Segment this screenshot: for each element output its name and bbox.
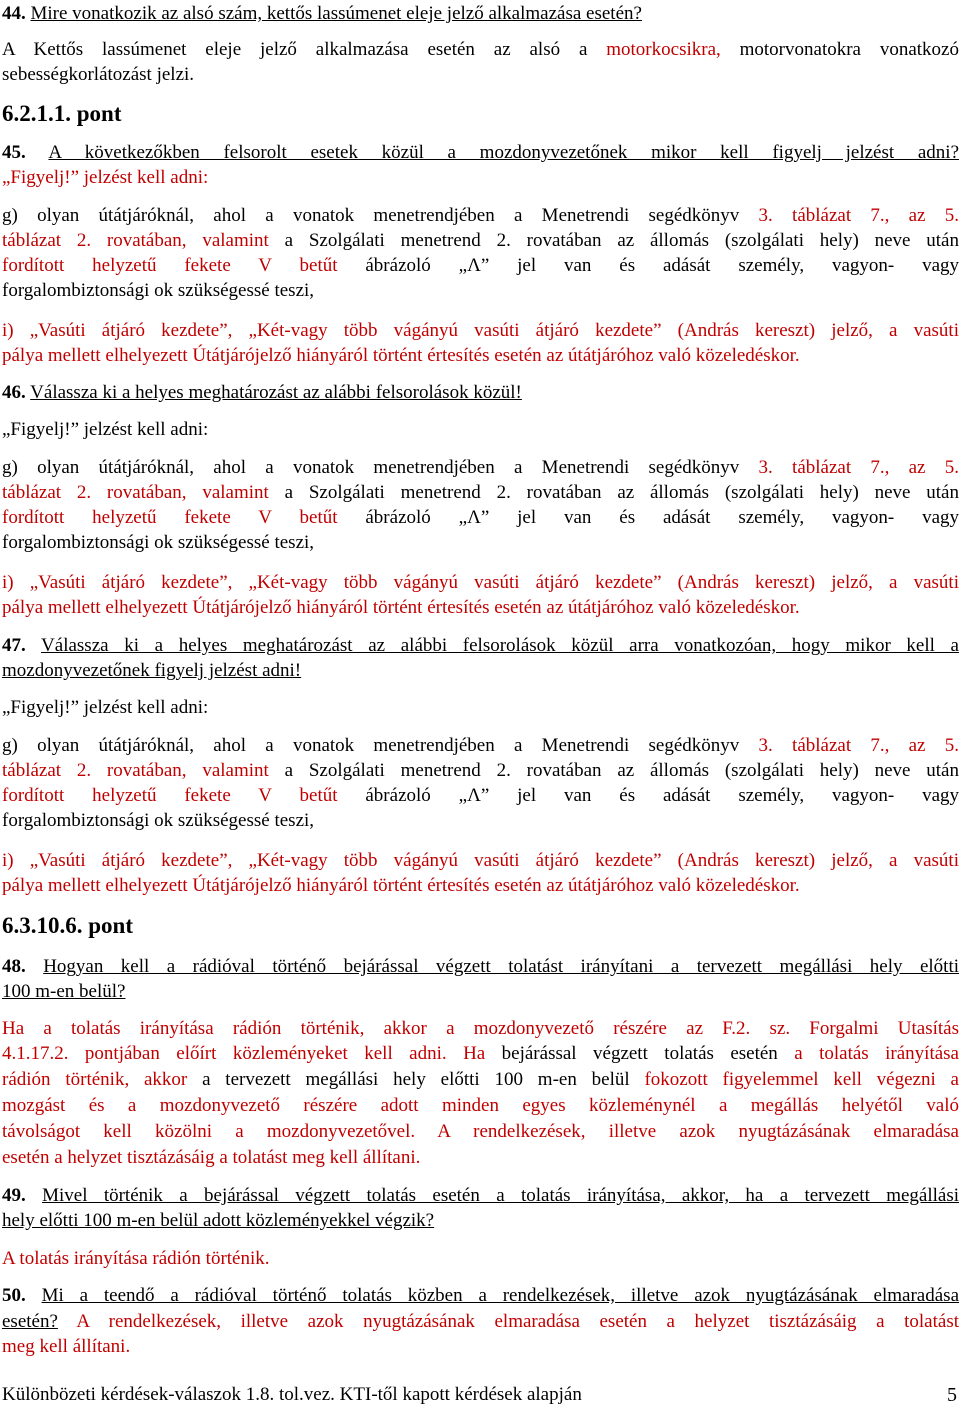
question-text: Mivel történik a bejárással végzett tolatás esetén a tolatás irányítása, akkor, ha a tervezett megállási — [42, 1185, 960, 1206]
answer-g-line-2: táblázat 2. rovatában, valamint a Szolgálati menetrend 2. rovatában az állomás (szolgálati hely) neve után — [2, 760, 959, 781]
answer-g-line-2: táblázat 2. rovatában, valamint a Szolgálati menetrend 2. rovatában az állomás (szolgálati hely) neve után — [2, 230, 959, 251]
answer-g-line-3: fordított helyzetű fekete V betűt ábrázoló „Λ” jel van és adását személy, vagyon- vagy — [2, 507, 960, 528]
answer-i-line-2: pálya mellett elhelyezett Útátjárójelző hiányáról történt értesítés esetén az útátjáróhoz való közeledéskor. — [2, 597, 800, 618]
answer-g-line-4: forgalombiztonsági ok szükségessé teszi, — [2, 810, 315, 831]
question-number: 50. — [2, 1285, 26, 1306]
section-heading: 6.3.10.6. pont — [2, 913, 133, 938]
answer-g-line-1: g) olyan útátjáróknál, ahol a vonatok menetrendjében a Menetrendi segédkönyv 3. táblázat 7., az 5. — [2, 735, 959, 756]
question-text: Hogyan kell a rádióval történő bejárással végzett tolatást irányítani a tervezett megállási hely előtti — [43, 956, 959, 977]
intro-47: „Figyelj!” jelzést kell adni: — [2, 697, 209, 718]
question-47-line-2: mozdonyvezetőnek figyelj jelzést adni! — [2, 660, 302, 681]
answer-48-line-2: 4.1.17.2. pontjában előírt közleményeket kell adni. Ha bejárással végzett tolatás esetén a tolatás irányítása — [2, 1043, 959, 1064]
answer-48-line-6: esetén a helyzet tisztázásáig a tolatást meg kell állítani. — [2, 1147, 421, 1168]
answer-50: A rendelkezések, illetve azok nyugtázásának elmaradása esetén a helyzet tisztázásáig a tolatást — [57, 1311, 959, 1332]
footer-text: Különbözeti kérdések-válaszok 1.8. tol.vez. KTI-től kapott kérdések alapján — [2, 1384, 582, 1405]
question-48-line-2: 100 m-en belül? — [2, 981, 126, 1002]
question-number: 45. — [2, 142, 26, 163]
question-text: A következőkben felsorolt esetek közül a mozdonyvezetőnek mikor kell figyelj jelzést adni? — [48, 142, 960, 163]
question-48 — [2, 955, 959, 979]
answer-50-line-2: meg kell állítani. — [2, 1336, 131, 1357]
answer-i-line-2: pálya mellett elhelyezett Útátjárójelző hiányáról történt értesítés esetén az útátjáróhoz való közeledéskor. — [2, 875, 800, 896]
question-number: 47. — [2, 635, 26, 656]
question-number: 46. — [2, 382, 26, 403]
question-number: 48. — [2, 956, 26, 977]
answer-g-line-1: g) olyan útátjáróknál, ahol a vonatok menetrendjében a Menetrendi segédkönyv 3. táblázat 7., az 5. — [2, 205, 959, 226]
answer-48-line-3: rádión történik, akkor a tervezett megállási hely előtti 100 m-en belül fokozott figyelemmel kell végezni a — [2, 1069, 959, 1090]
answer-i-line-1: i) „Vasúti átjáró kezdete”, „Két-vagy több vágányú vasúti átjáró kezdete” (András kereszt) jelző, a vasúti — [2, 320, 959, 341]
question-46 — [2, 381, 522, 405]
answer-48-line-5: távolságot kell közölni a mozdonyvezetővel. A rendelkezések, illetve azok nyugtázásának elmaradása — [2, 1121, 959, 1142]
answer-g-line-4: forgalombiztonsági ok szükségessé teszi, — [2, 280, 315, 301]
question-49-line-2: hely előtti 100 m-en belül adott közleményekkel végzik? — [2, 1210, 435, 1231]
question-text: Mi a teendő a rádióval történő tolatás közben a rendelkezések, illetve azok nyugtázásának elmaradása — [41, 1285, 960, 1306]
page-number: 5 — [947, 1384, 957, 1406]
question-text: Válassza ki a helyes meghatározást az alábbi felsorolások közül arra vonatkozóan, hogy mikor kell a — [41, 635, 959, 656]
answer-49: A tolatás irányítása rádión történik. — [2, 1248, 270, 1269]
question-number: 49. — [2, 1185, 26, 1206]
intro-45: „Figyelj!” jelzést kell adni: — [2, 167, 209, 188]
question-44 — [2, 2, 642, 26]
answer-i-line-1: i) „Vasúti átjáró kezdete”, „Két-vagy több vágányú vasúti átjáró kezdete” (András kereszt) jelző, a vasúti — [2, 572, 959, 593]
answer-g-line-2: táblázat 2. rovatában, valamint a Szolgálati menetrend 2. rovatában az állomás (szolgálati hely) neve után — [2, 482, 959, 503]
answer-44-line-1: A Kettős lassúmenet eleje jelző alkalmazása esetén az alsó a motorkocsikra, motorvonatokra vonatkozó — [2, 39, 959, 60]
question-50 — [2, 1284, 959, 1308]
answer-g-line-3: fordított helyzetű fekete V betűt ábrázoló „Λ” jel van és adását személy, vagyon- vagy — [2, 255, 960, 276]
answer-g-line-1: g) olyan útátjáróknál, ahol a vonatok menetrendjében a Menetrendi segédkönyv 3. táblázat 7., az 5. — [2, 457, 959, 478]
answer-i-line-2: pálya mellett elhelyezett Útátjárójelző hiányáról történt értesítés esetén az útátjáróhoz való közeledéskor. — [2, 345, 800, 366]
answer-i-line-1: i) „Vasúti átjáró kezdete”, „Két-vagy több vágányú vasúti átjáró kezdete” (András kereszt) jelző, a vasúti — [2, 850, 959, 871]
answer-48-line-4: mozgást és a mozdonyvezető részére adott minden egyes közleménynél a megállás helyétől való — [2, 1095, 959, 1116]
answer-g-line-4: forgalombiztonsági ok szükségessé teszi, — [2, 532, 315, 553]
question-text: Válassza ki a helyes meghatározást az alábbi felsorolások közül! — [30, 382, 522, 403]
question-50-line-2: esetén? A rendelkezések, illetve azok nyugtázásának elmaradása esetén a helyzet tisztázásáig a tolatást — [2, 1311, 959, 1332]
question-47 — [2, 634, 959, 658]
answer-g-line-3: fordított helyzetű fekete V betűt ábrázoló „Λ” jel van és adását személy, vagyon- vagy — [2, 785, 960, 806]
question-49 — [2, 1184, 959, 1208]
question-text: Mire vonatkozik az alsó szám, kettős lassúmenet eleje jelző alkalmazása esetén? — [30, 3, 642, 24]
question-number: 44. — [2, 3, 26, 24]
answer-48-line-1: Ha a tolatás irányítása rádión történik, akkor a mozdonyvezető részére az F.2. sz. Forgalmi Utasítás — [2, 1018, 959, 1039]
intro-46: „Figyelj!” jelzést kell adni: — [2, 419, 209, 440]
question-45 — [2, 141, 959, 165]
answer-44-line-2: sebességkorlátozást jelzi. — [2, 64, 195, 85]
section-heading: 6.2.1.1. pont — [2, 101, 122, 126]
